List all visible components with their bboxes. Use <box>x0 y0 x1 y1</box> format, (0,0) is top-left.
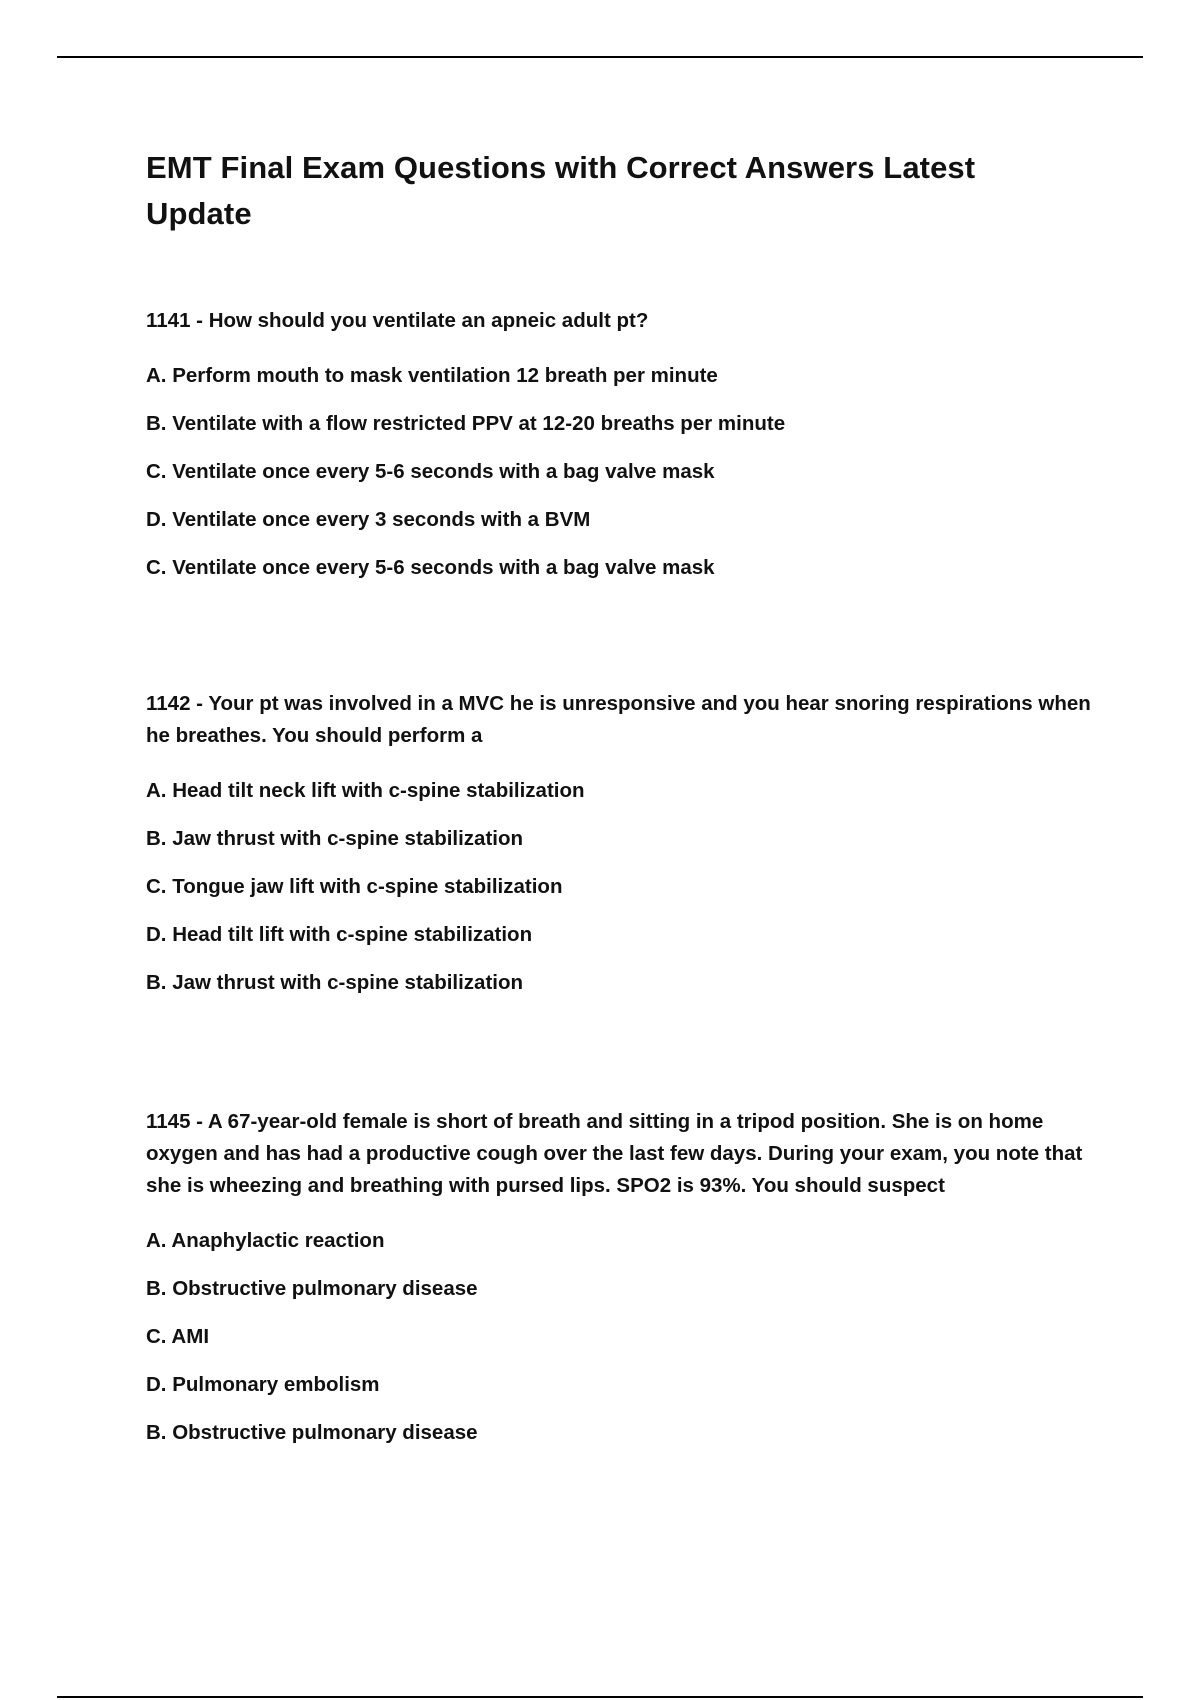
correct-answer: B. Obstructive pulmonary disease <box>146 1421 478 1444</box>
question-block <box>146 688 1096 1007</box>
document-header <box>146 145 1086 237</box>
answer-option: C. Tongue jaw lift with c-spine stabilization <box>146 875 563 898</box>
answer-option: A. Anaphylactic reaction <box>146 1229 385 1252</box>
answer-option: C. Ventilate once every 5-6 seconds with a bag valve mask <box>146 460 715 483</box>
answer-option: A. Head tilt neck lift with c-spine stabilization <box>146 779 585 802</box>
answer-option: D. Head tilt lift with c-spine stabilization <box>146 923 533 946</box>
answer-option: B. Ventilate with a flow restricted PPV at 12-20 breaths per minute <box>146 412 786 435</box>
answer-option: B. Obstructive pulmonary disease <box>146 1277 478 1300</box>
question-text: 1141 - How should you ventilate an apneic adult pt? <box>146 309 649 332</box>
correct-answer: B. Jaw thrust with c-spine stabilization <box>146 971 524 994</box>
answer-option: C. AMI <box>146 1325 210 1348</box>
question-block <box>146 1106 1096 1457</box>
answer-option: D. Ventilate once every 3 seconds with a BVM <box>146 508 591 531</box>
correct-answer: C. Ventilate once every 5-6 seconds with a bag valve mask <box>146 556 715 579</box>
page-title: EMT Final Exam Questions with Correct Answers Latest Update <box>146 150 976 231</box>
answer-option: D. Pulmonary embolism <box>146 1373 380 1396</box>
footer-rule <box>57 1696 1143 1698</box>
question-block <box>146 305 1096 592</box>
question-text: 1142 - Your pt was involved in a MVC he is unresponsive and you hear snoring respirations when he breathes. You should perform a <box>146 692 1091 747</box>
question-text: 1145 - A 67-year-old female is short of breath and sitting in a tripod position. She is on home oxygen and has had a productive cough over the last few days. During your exam, you note that she is wheezing and breathing with pursed lips. SPO2 is 93%. You should suspect <box>146 1110 1083 1197</box>
header-rule <box>57 56 1143 58</box>
answer-option: A. Perform mouth to mask ventilation 12 breath per minute <box>146 364 718 387</box>
answer-option: B. Jaw thrust with c-spine stabilization <box>146 827 524 850</box>
